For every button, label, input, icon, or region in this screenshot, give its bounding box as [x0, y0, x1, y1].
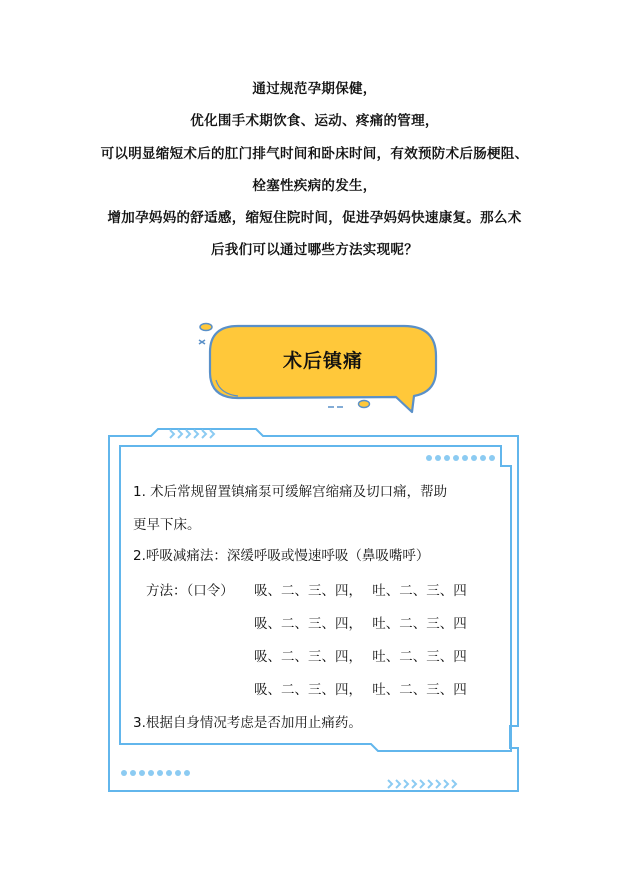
item-1-line-2: 更早下床。: [133, 517, 201, 533]
section-title: 术后镇痛: [282, 350, 363, 372]
item-1-line-1: 1. 术后常规留置镇痛泵可缓解宫缩痛及切口痛，帮助: [133, 484, 448, 500]
small-bubble-bottom: [359, 401, 370, 408]
intro-line-3: 可以明显缩短术后的肛门排气时间和卧床时间，有效预防术后肠梗阻、: [100, 145, 529, 162]
sparkle-mark: [199, 340, 205, 344]
breath-sequence-3: 吸、二、三、四， 吐、二、三、四: [254, 649, 467, 665]
item-3: 3.根据自身情况考虑是否加用止痛药。: [133, 715, 362, 731]
intro-line-1: 通过规范孕期保健，: [252, 81, 377, 97]
intro-text: [0, 78, 629, 272]
chevron-decoration-top: [170, 430, 214, 438]
chevron-decoration-bottom: [388, 780, 456, 788]
breath-sequence-4: 吸、二、三、四， 吐、二、三、四: [254, 682, 467, 698]
small-bubble-top: [200, 324, 212, 331]
dot-decoration-top: [426, 455, 495, 461]
item-2: 2.呼吸减痛法：深缓呼吸或慢速呼吸（鼻吸嘴呼）: [133, 548, 430, 564]
intro-line-2: 优化围手术期饮食、运动、疼痛的管理，: [190, 113, 439, 130]
intro-line-4: 栓塞性疾病的发生，: [252, 177, 377, 194]
intro-line-5: 增加孕妈妈的舒适感，缩短住院时间，促进孕妈妈快速康复。那么术: [107, 210, 522, 227]
intro-line-6: 后我们可以通过哪些方法实现呢？: [211, 242, 418, 259]
breath-sequence-1: 吸、二、三、四， 吐、二、三、四: [254, 583, 467, 599]
breath-sequence-2: 吸、二、三、四， 吐、二、三、四: [254, 616, 467, 632]
dot-decoration-bottom: [121, 770, 190, 776]
method-label: 方法：（口令）: [146, 583, 234, 599]
